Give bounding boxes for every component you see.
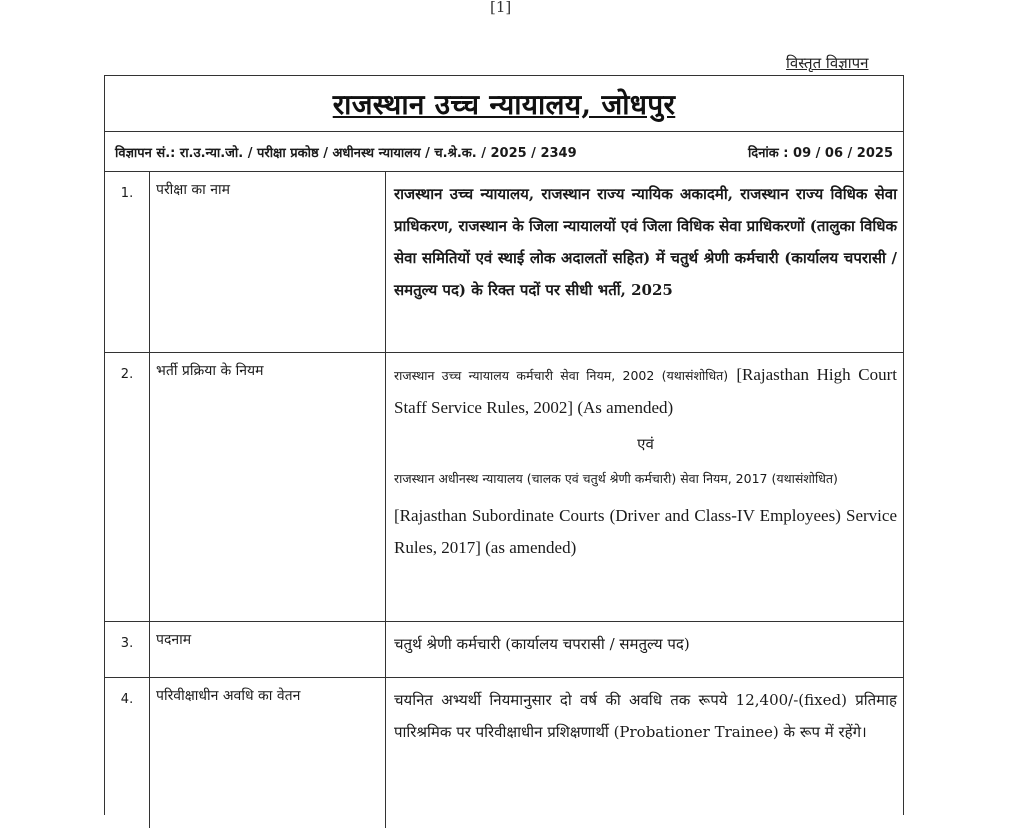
row-value xyxy=(386,353,903,621)
reference-number: विज्ञापन सं.: रा.उ.न्या.जो. / परीक्षा प्रकोष्ठ / अधीनस्थ न्यायालय / च.श्रे.क. / 2025 / 2349 xyxy=(115,145,577,161)
row-label: परीक्षा का नाम xyxy=(150,172,386,352)
row-number: 1. xyxy=(105,172,150,352)
rules-hindi-2: राजस्थान अधीनस्थ न्यायालय (चालक एवं चतुर्थ श्रेणी कर्मचारी) सेवा नियम, 2017 (यथासंशोधित) xyxy=(394,471,838,486)
rules-english-1: [Rajasthan High Court Staff Service Rules, 2002] (As amended) xyxy=(394,365,897,417)
table-row xyxy=(105,172,903,353)
rules-english-2: [Rajasthan Subordinate Courts (Driver and Class-IV Employees) Service Rules, 2017] (as amended) xyxy=(394,506,897,557)
row-label: परिवीक्षाधीन अवधि का वेतन xyxy=(150,678,386,828)
header-tag: विस्तृत विज्ञापन xyxy=(786,54,869,72)
title-row xyxy=(105,76,903,132)
table-row xyxy=(105,678,903,828)
table-row xyxy=(105,622,903,678)
row-label: भर्ती प्रक्रिया के नियम xyxy=(150,353,386,621)
notice-table xyxy=(104,75,904,815)
reference-row xyxy=(105,132,903,172)
rules-hindi-1: राजस्थान उच्च न्यायालय कर्मचारी सेवा नियम, 2002 (यथासंशोधित) xyxy=(394,368,729,383)
row-number: 2. xyxy=(105,353,150,621)
page-title: राजस्थान उच्च न्यायालय, जोधपुर xyxy=(332,87,676,121)
row-number: 4. xyxy=(105,678,150,828)
reference-date: दिनांक : 09 / 06 / 2025 xyxy=(747,145,893,161)
row-number: 3. xyxy=(105,622,150,677)
conjunction: एवं xyxy=(637,435,654,453)
row-value: चयनित अभ्यर्थी नियमानुसार दो वर्ष की अवधि तक रूपये 12,400/-(fixed) प्रतिमाह पारिश्रमिक पर परिवीक्षाधीन प्रशिक्षणार्थी (Probationer Trainee) के रूप में रहेंगे। xyxy=(394,691,897,741)
row-value: चतुर्थ श्रेणी कर्मचारी (कार्यालय चपरासी / समतुल्य पद) xyxy=(394,635,690,653)
page-number: [1] xyxy=(490,0,512,16)
table-row xyxy=(105,353,903,622)
row-label: पदनाम xyxy=(150,622,386,677)
row-value: राजस्थान उच्च न्यायालय, राजस्थान राज्य न्यायिक अकादमी, राजस्थान राज्य विधिक सेवा प्राधिकरण, राजस्थान के जिला न्यायालयों एवं जिला विधिक सेवा प्राधिकरणों (तालुका विधिक सेवा समितियों एवं स्थाई लोक अदालतों सहित) में चतुर्थ श्रेणी कर्मचारी (कार्यालय चपरासी / समतुल्य पद) के रिक्त पदों पर सीधी भर्ती, 2025 xyxy=(394,185,897,299)
